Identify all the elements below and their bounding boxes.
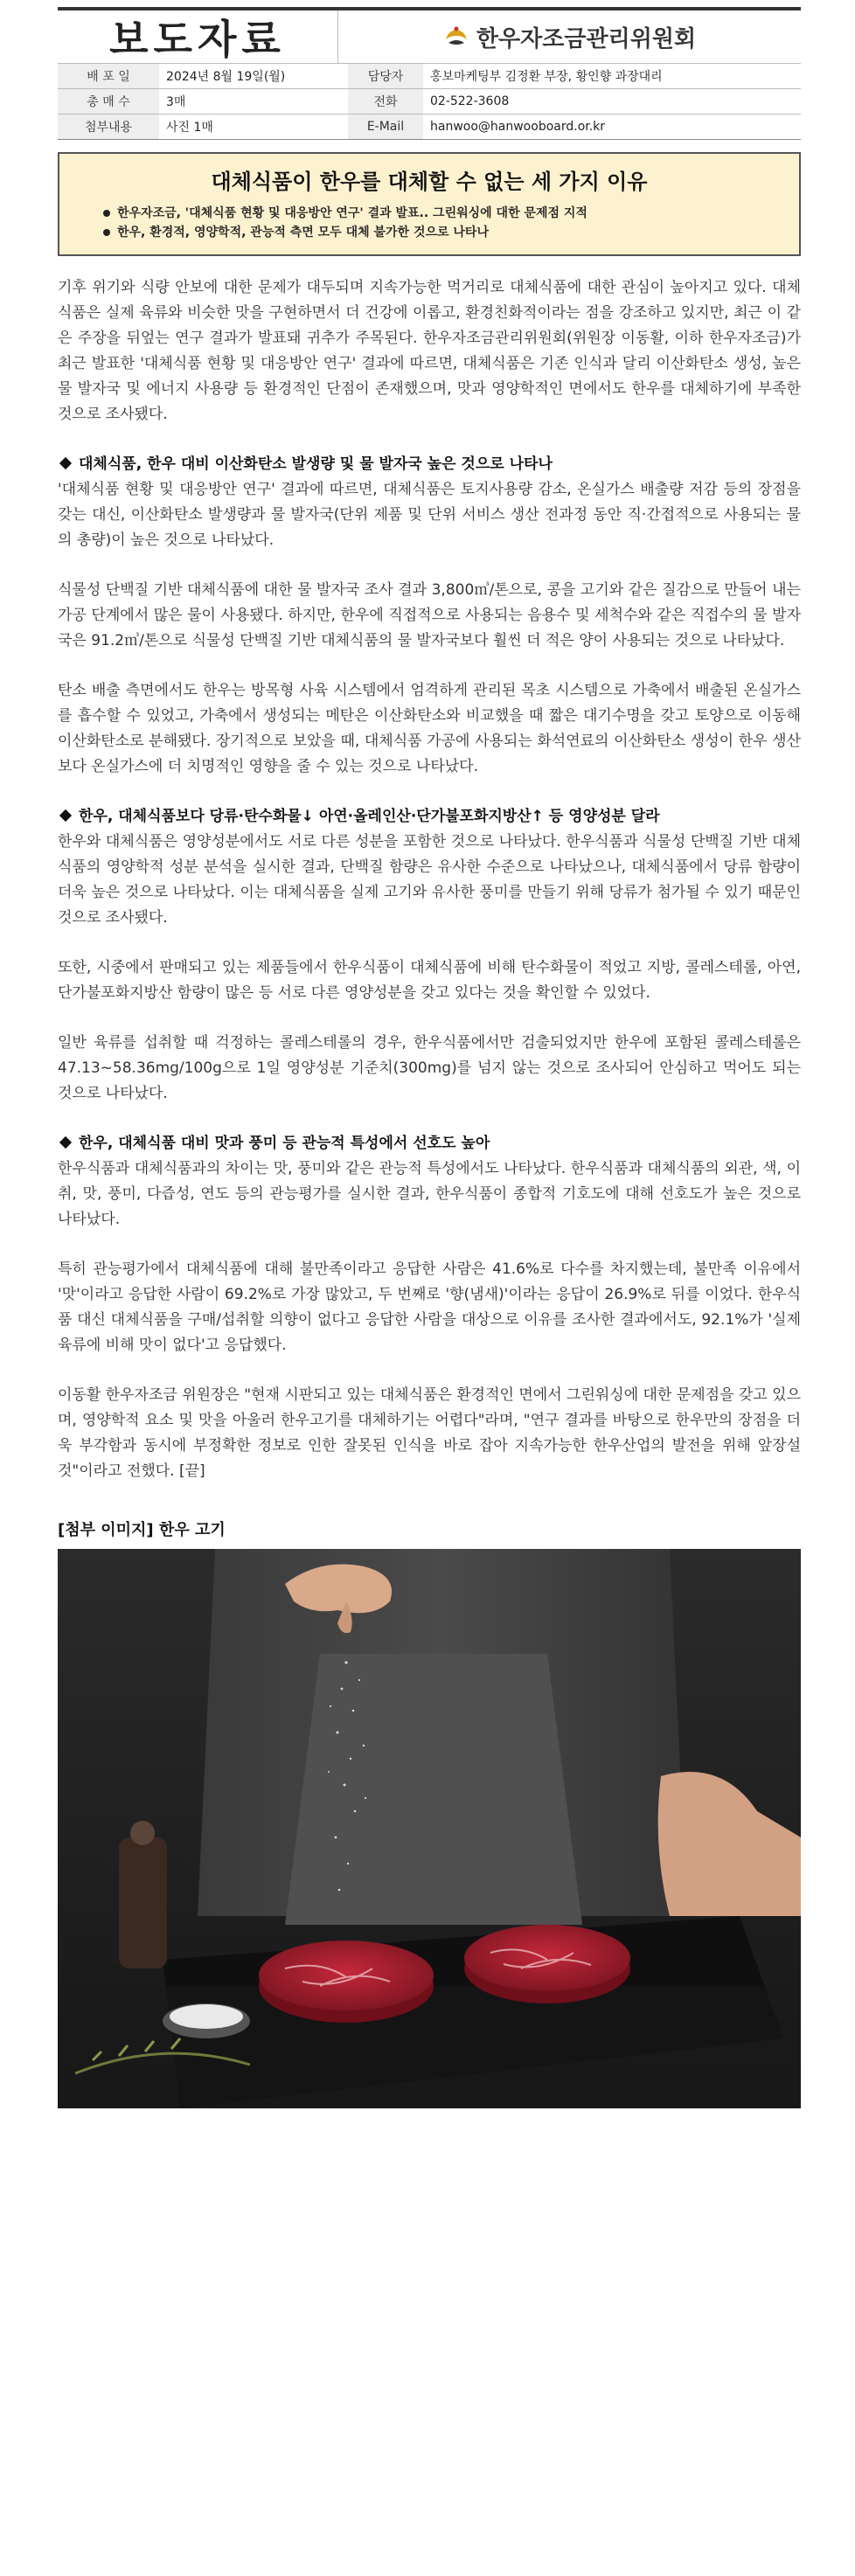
attachment-value: 사진 1매 — [159, 115, 348, 140]
meta-table — [58, 64, 801, 140]
hanwoo-beef-photo — [58, 1549, 801, 2108]
headline-sub-2 — [86, 223, 773, 242]
section-1-paragraph-2: 식물성 단백질 기반 대체식품에 대한 물 발자국 조사 결과 3,800㎥/톤으로, 콩을 고기와 같은 질감으로 만들어 내는 가공 단계에서 많은 물이 사용됐다. 하지만, 한우에 직접적으로 사용되는 음용수 및 세척수와 같은 직접수의 물 발자국은 91.2㎥/톤으로 식물성 단백질 기반 대체식품의 물 발자국보다 훨씬 더 적은 양이 사용되는 것으로 나타났다. — [58, 581, 801, 649]
contact-value: 홍보마케팅부 김정환 부장, 황인향 과장대리 — [423, 64, 801, 89]
email-label: E-Mail — [348, 115, 423, 140]
attachment-label: 첨부내용 — [58, 115, 159, 140]
headline-title: 대체식품이 한우를 대체할 수 없는 세 가지 이유 — [211, 170, 648, 194]
section-2-paragraph-1: 한우와 대체식품은 영양성분에서도 서로 다른 성분을 포함한 것으로 나타났다. 한우식품과 식물성 단백질 기반 대체식품의 영양학적 성분 분석을 실시한 결과, 단백질 함량은 유사한 수준으로 나타났으나, 대체식품에서 당류 함량이 더욱 높은 것으로 나타났다. 이는 대체식품을 실제 고기와 유사한 풍미를 만들기 위해 당류가 첨가될 수 있기 때문인 것으로 조사됐다. — [58, 833, 801, 927]
headline-sub-1-text: 한우자조금, '대체식품 현황 및 대응방안 연구' 결과 발표.. 그린워싱에 대한 문제점 지적 — [117, 206, 587, 220]
headline-sub-1 — [86, 204, 773, 223]
release-date-value: 2024년 8월 19일(월) — [159, 64, 348, 89]
header-row — [58, 10, 801, 64]
section-3-paragraph-1: 한우식품과 대체식품과의 차이는 맛, 풍미와 같은 관능적 특성에서도 나타났다. 한우식품과 대체식품의 외관, 색, 이취, 맛, 풍미, 다즙성, 연도 등의 관능평가를 실시한 결과, 한우식품이 종합적 기호도에 대해 선호도가 높은 것으로 나타났다. — [58, 1160, 801, 1228]
intro-paragraph: 기후 위기와 식량 안보에 대한 문제가 대두되며 지속가능한 먹거리로 대체식품에 대한 관심이 높아지고 있다. 대체식품은 실제 육류와 비슷한 맛을 구현하면서 더 건강에 이롭고, 환경친화적이라는 점을 강조하고 있지만, 최근 이 같은 주장을 뒤엎는 연구 결과가 발표돼 귀추가 주목된다. 한우자조금관리위원회(위원장 이동활, 이하 한우자조금)가 최근 발표한 '대체식품 현황 및 대응방안 연구' 결과에 따르면, 대체식품은 기존 인식과 달리 이산화탄소 생성, 높은 물 발자국 및 에너지 사용량 등 환경적인 단점이 존재했으며, 맛과 영양학적인 면에서도 한우를 대체하기에 부족한 것으로 조사됐다. — [58, 279, 801, 423]
bullet-icon — [103, 229, 110, 236]
phone-label: 전화 — [348, 89, 423, 115]
org-header — [338, 10, 801, 63]
beef-photo-illustration — [58, 1549, 801, 2108]
release-date-label: 배 포 일 — [58, 64, 159, 89]
headline-box — [58, 152, 801, 256]
section-1-paragraph-1: '대체식품 현황 및 대응방안 연구' 결과에 따르면, 대체식품은 토지사용량 감소, 온실가스 배출량 저감 등의 장점을 갖는 대신, 이산화탄소 발생량과 물 발자국(단위 제품 및 단위 서비스 생산 전과정 동안 직·간접적으로 사용되는 물의 총량)이 높은 것으로 나타났다. — [58, 481, 801, 549]
doc-type-title: 보도자료 — [58, 10, 338, 63]
contact-label: 담당자 — [348, 64, 423, 89]
email-value: hanwoo@hanwooboard.or.kr — [423, 115, 801, 140]
closing-paragraph: 이동활 한우자조금 위원장은 "현재 시판되고 있는 대체식품은 환경적인 면에서 그린워싱에 대한 문제점을 갖고 있으며, 영양학적 요소 및 맛을 아울러 한우고기를 대체하기는 어렵다"라며, "연구 결과를 바탕으로 한우만의 장점을 더욱 부각함과 동시에 부정확한 정보로 인한 잘못된 인식을 바로 잡아 지속가능한 한우산업의 발전을 위해 앞장설 것"이라고 전했다. [끝] — [58, 1386, 801, 1480]
section-3-title: 한우, 대체식품 대비 맛과 풍미 등 관능적 특성에서 선호도 높아 — [79, 1135, 490, 1152]
section-2-title: 한우, 대체식품보다 당류·탄수화물↓ 아연·올레인산·단가불포화지방산↑ 등 영양성분 달라 — [79, 808, 660, 825]
article-body — [58, 275, 801, 1484]
phone-value: 02-522-3608 — [423, 89, 801, 115]
org-name: 한우자조금관리위원회 — [476, 25, 697, 52]
section-2-paragraph-3: 일반 육류를 섭취할 때 걱정하는 콜레스테롤의 경우, 한우식품에서만 검출되었지만 한우에 포함된 콜레스테롤은 47.13~58.36mg/100g으로 1일 영양성분 기준치(300mg)를 넘지 않는 것으로 조사되어 안심하고 먹어도 되는 것으로 나타났다. — [58, 1034, 801, 1102]
section-1-paragraph-3: 탄소 배출 측면에서도 한우는 방목형 사육 시스템에서 엄격하게 관리된 목초 시스템으로 가축에서 배출된 온실가스를 흡수할 수 있었고, 가축에서 생성되는 메탄은 이산화탄소와 비교했을 때 짧은 대기수명을 갖고 토양으로 이동해 이산화탄소로 분해됐다. 장기적으로 보았을 때, 대체식품 가공에 사용되는 화석연료의 이산화탄소 생성이 한우 생산보다 온실가스에 더 치명적인 영향을 줄 수 있는 것으로 나타났다. — [58, 682, 801, 775]
pages-label: 총 매 수 — [58, 89, 159, 115]
pages-value: 3매 — [159, 89, 348, 115]
section-1-title: 대체식품, 한우 대비 이산화탄소 발생량 및 물 발자국 높은 것으로 나타나 — [79, 455, 553, 473]
section-1-heading — [58, 452, 801, 477]
diamond-bullet-icon — [59, 809, 72, 822]
attachment-image-title: [첨부 이미지] 한우 고기 — [58, 1521, 226, 1539]
section-2-heading — [58, 804, 801, 830]
diamond-bullet-icon — [59, 1136, 72, 1149]
bullet-icon — [103, 210, 110, 217]
section-2-paragraph-2: 또한, 시중에서 판매되고 있는 제품들에서 한우식품이 대체식품에 비해 탄수화물이 적었고 지방, 콜레스테롤, 아연, 단가불포화지방산 함량이 많은 등 서로 다른 영양성분을 갖고 있다는 것을 확인할 수 있었다. — [58, 959, 801, 1002]
diamond-bullet-icon — [59, 457, 72, 469]
hanwoo-logo-icon — [443, 25, 469, 48]
section-3-heading — [58, 1131, 801, 1156]
section-3-paragraph-2: 특히 관능평가에서 대체식품에 대해 불만족이라고 응답한 사람은 41.6%로 다수를 차지했는데, 불만족 이유에서 '맛'이라고 응답한 사람이 69.2%로 가장 많았고, 두 번째로 '향(냄새)'이라는 응답이 26.9%로 뒤를 이었다. 한우식품 대신 대체식품을 구매/섭취할 의향이 없다고 응답한 사람을 대상으로 이유를 조사한 결과에서도, 92.1%가 '실제 육류에 비해 맛이 없다'고 응답했다. — [58, 1260, 801, 1354]
press-release-page — [58, 0, 801, 2108]
headline-sub-2-text: 한우, 환경적, 영양학적, 관능적 측면 모두 대체 불가한 것으로 나타나 — [117, 226, 489, 240]
